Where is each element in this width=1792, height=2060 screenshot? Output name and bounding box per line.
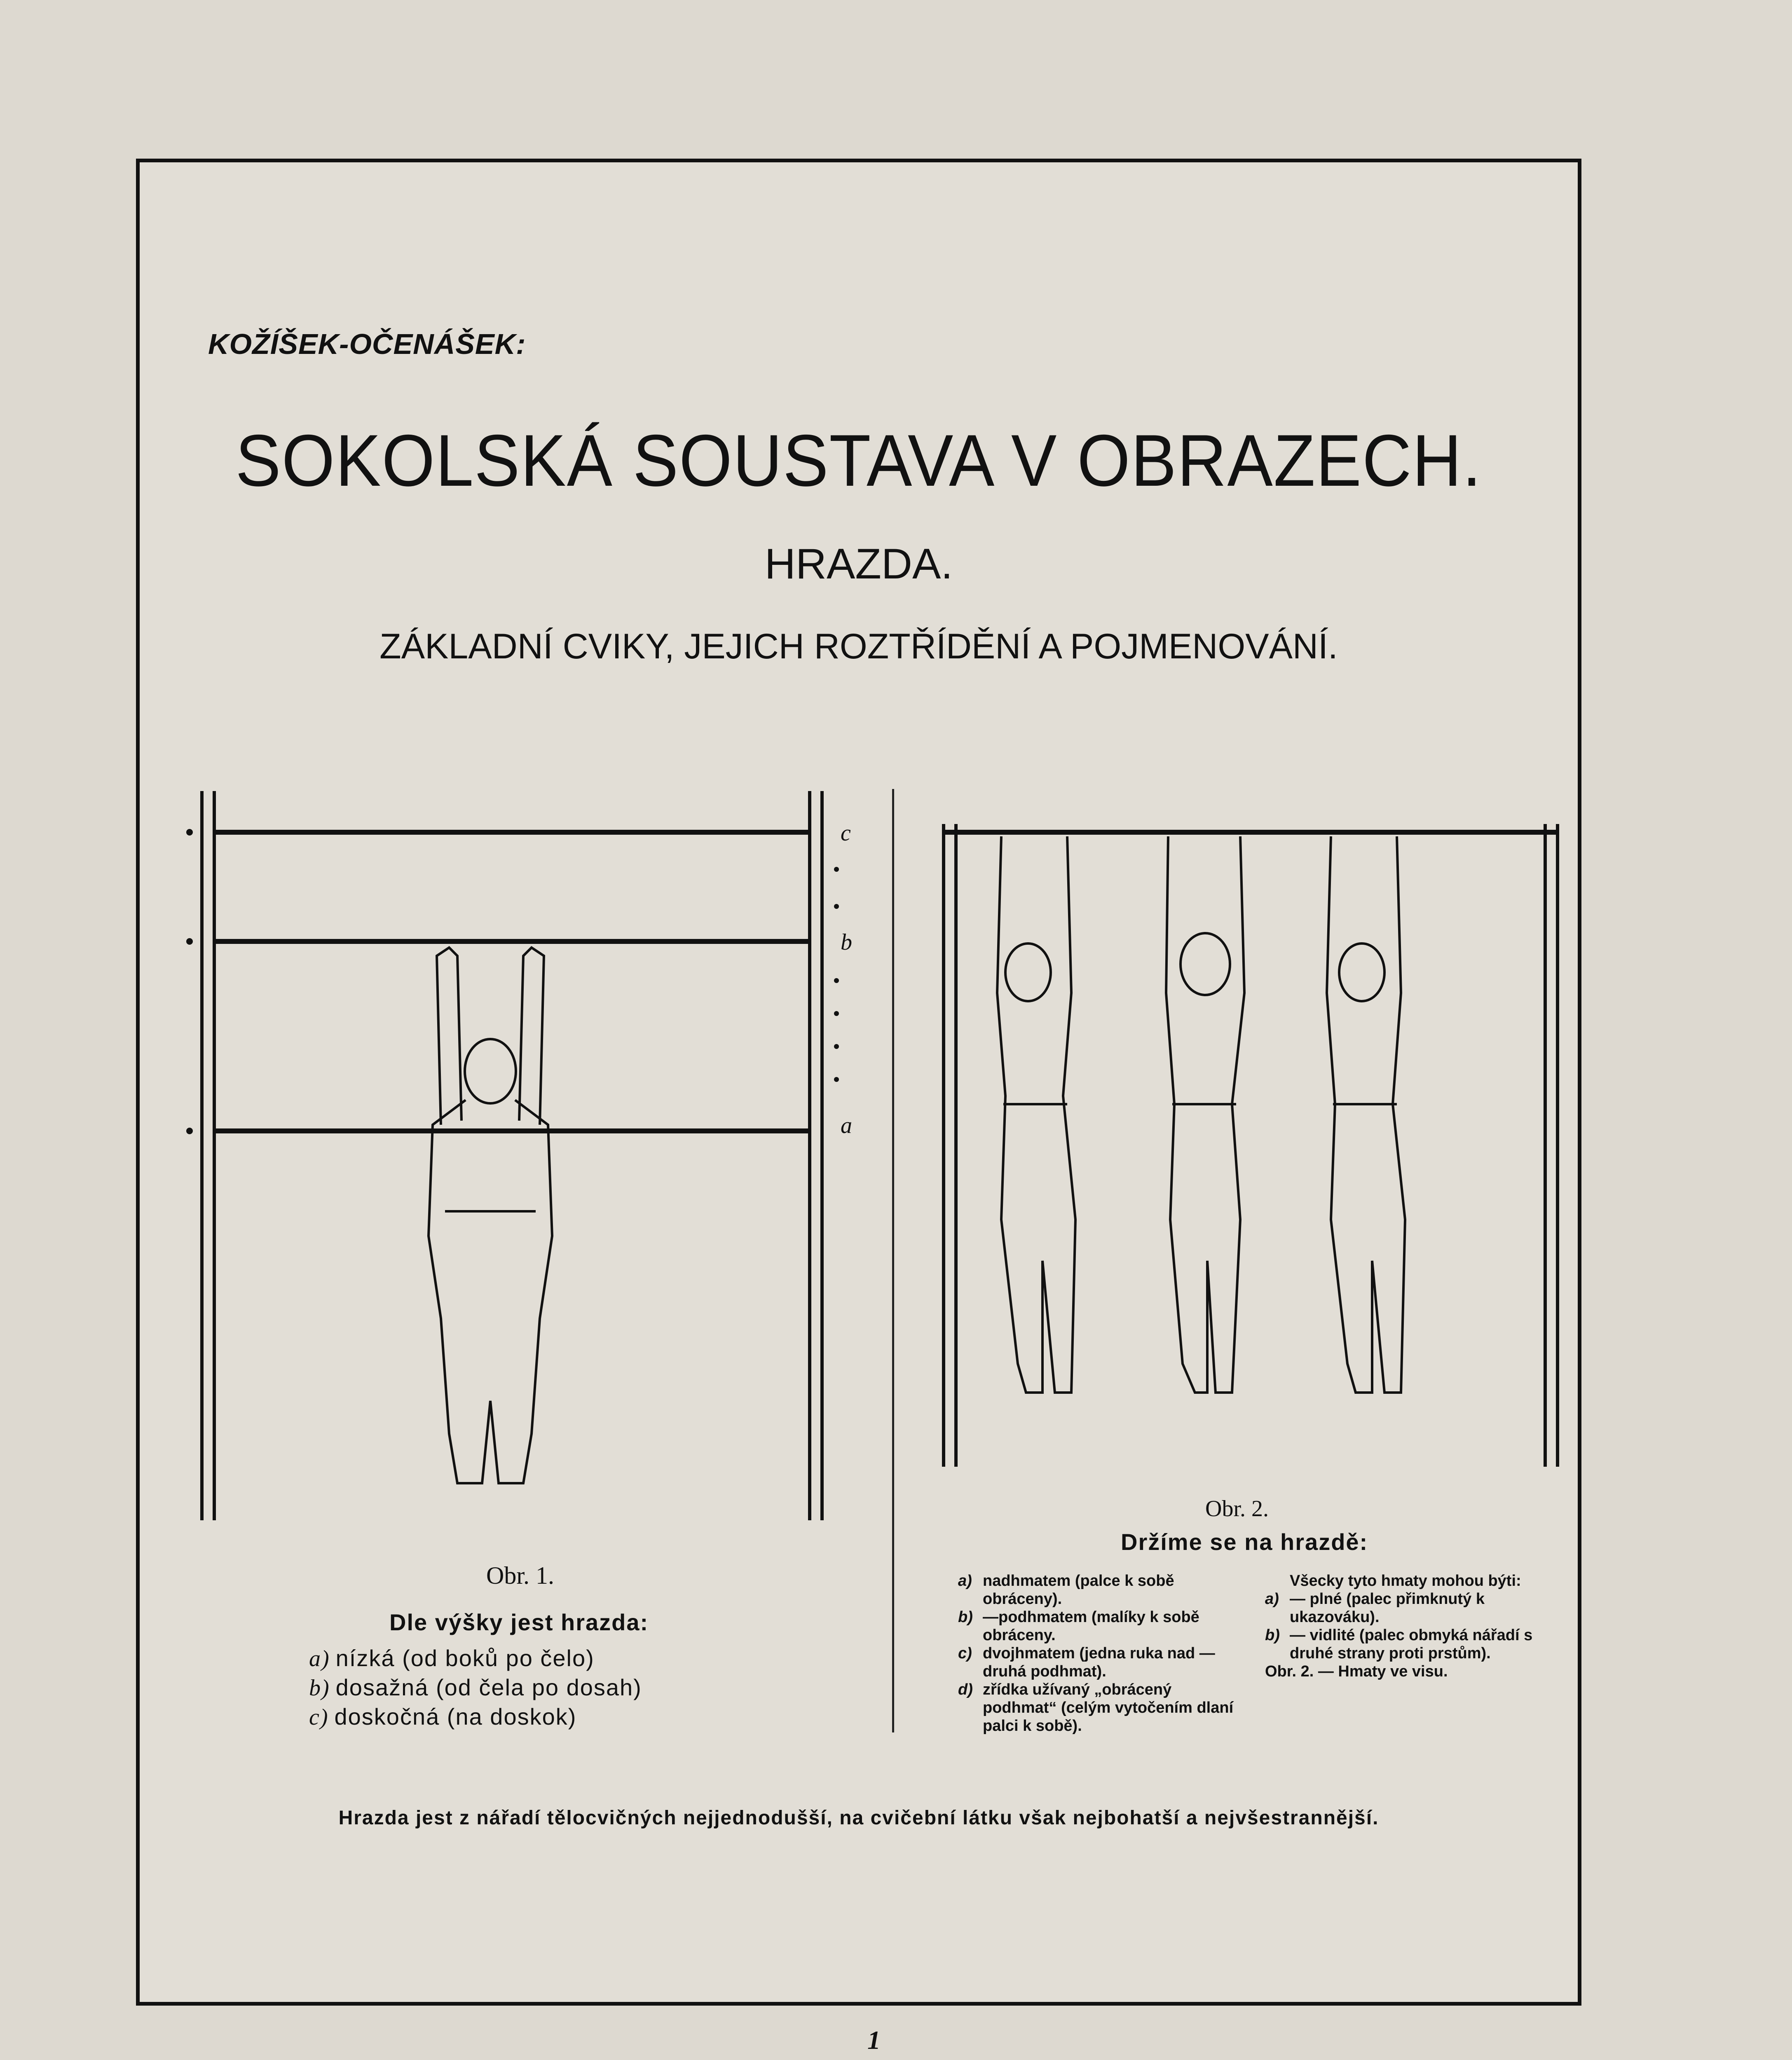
list-item: b) dosažná (od čela po dosah) <box>309 1674 642 1701</box>
list-item: a) nízká (od boků po čelo) <box>309 1645 595 1671</box>
list-item: c) dvojhmatem (jedna ruka nad — druhá podhmat). <box>958 1645 1215 1680</box>
list-item: d) zřídka užívaný „obrácený podhmat“ (celým vytočením dlaní palci k sobě). <box>958 1681 1234 1735</box>
figure-1-caption: Obr. 1. <box>486 1562 554 1589</box>
grip-notes-intro: Všecky tyto hmaty mohou býti: <box>1290 1572 1521 1589</box>
list-item: b) —podhmatem (malíky k sobě obráceny. <box>958 1608 1199 1644</box>
grip-notes-caption: Obr. 2. — Hmaty ve visu. <box>1265 1663 1448 1680</box>
list-item: c) doskočná (na doskok) <box>309 1704 577 1730</box>
footer-sentence: Hrazda jest z nářadí tělocvičných nejjednodušší, na cvičební látku však nejbohatší a nejvšestrannější. <box>338 1807 1379 1829</box>
bar-label-b: b <box>841 929 852 955</box>
figure-2-illustration <box>919 808 1570 1487</box>
list-item: b) — vidlité (palec obmyká nářadí s druhé strany proti prstům). <box>1265 1627 1533 1662</box>
bar-label-c: c <box>841 820 851 846</box>
bar-label-a: a <box>841 1113 852 1138</box>
list-item: a) nadhmatem (palce k sobě obráceny). <box>958 1572 1174 1608</box>
grip-list <box>958 1572 1238 1735</box>
grip-notes <box>1265 1572 1545 1681</box>
figure-1-heading: Dle výšky jest hrazda: <box>389 1609 649 1635</box>
page-number: 1 <box>867 2025 881 2055</box>
author-line: KOŽÍŠEK-OČENÁŠEK: <box>208 328 526 360</box>
figure-2-caption: Obr. 2. <box>1205 1496 1269 1522</box>
figure-1-list <box>309 1644 642 1732</box>
section-heading: ZÁKLADNÍ CVIKY, JEJICH ROZTŘÍDĚNÍ A POJMENOVÁNÍ. <box>379 627 1338 666</box>
column-divider <box>892 789 894 1732</box>
figure-1-illustration <box>177 783 878 1524</box>
page-title: SOKOLSKÁ SOUSTAVA V OBRAZECH. <box>235 419 1482 501</box>
page-subtitle: HRAZDA. <box>764 540 953 588</box>
list-item: a) — plné (palec přimknutý k ukazováku). <box>1265 1590 1485 1626</box>
figure-2-heading: Držíme se na hrazdě: <box>1121 1529 1368 1555</box>
